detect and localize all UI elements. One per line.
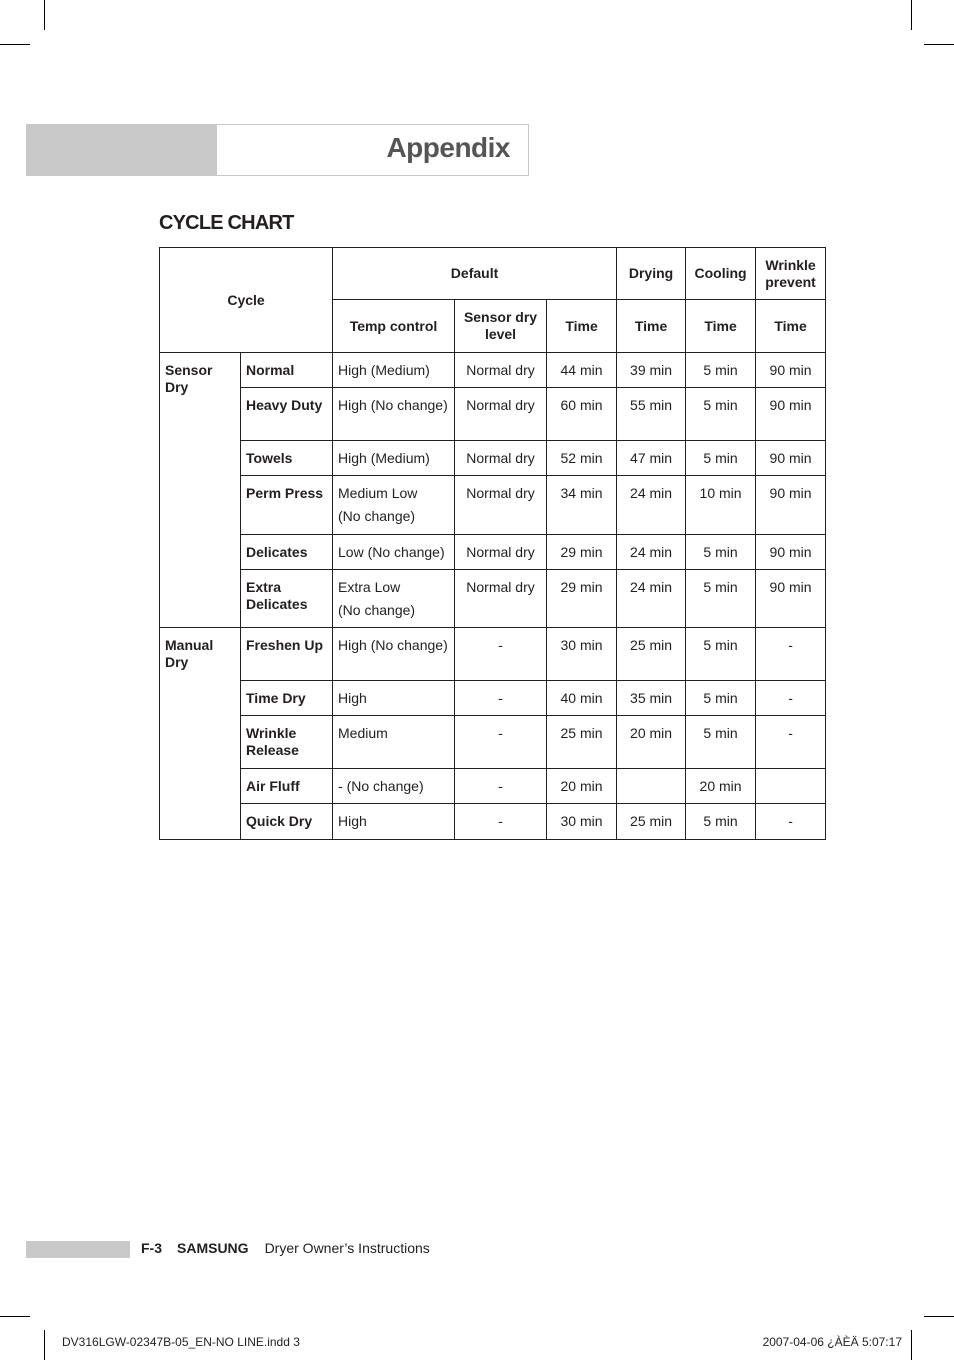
cooling-time-cell: 10 min <box>686 476 756 535</box>
wrinkle-time-cell: - <box>756 628 826 681</box>
time-cell: 29 min <box>547 535 617 570</box>
time-cell: 44 min <box>547 353 617 388</box>
page-number: F-3 <box>141 1240 162 1256</box>
time-cell: 30 min <box>547 804 617 840</box>
cycle-name: Time Dry <box>241 681 333 716</box>
sensor-dry-level-cell: - <box>455 769 547 804</box>
footer <box>141 1240 430 1256</box>
wrinkle-time-cell: 90 min <box>756 441 826 476</box>
wrinkle-time-cell: 90 min <box>756 570 826 628</box>
sensor-dry-level-cell: - <box>455 804 547 840</box>
cycle-name: Wrinkle Release <box>241 716 333 769</box>
time-cell: 20 min <box>547 769 617 804</box>
temp-control-line: Extra Low <box>338 579 401 595</box>
drying-time-cell: 35 min <box>617 681 686 716</box>
temp-control-cell: High <box>333 681 455 716</box>
crop-mark <box>911 0 912 30</box>
crop-mark <box>0 1316 30 1317</box>
header-time: Time <box>547 300 617 353</box>
table-row <box>160 476 826 535</box>
table-row <box>160 570 826 628</box>
table-row <box>160 353 826 388</box>
cooling-time-cell: 20 min <box>686 769 756 804</box>
drying-time-cell: 24 min <box>617 570 686 628</box>
sensor-dry-level-cell: Normal dry <box>455 570 547 628</box>
temp-control-cell: High (Medium) <box>333 441 455 476</box>
cooling-time-cell: 5 min <box>686 570 756 628</box>
cycle-name: Quick Dry <box>241 804 333 840</box>
cycle-name: Heavy Duty <box>241 388 333 441</box>
header-wrinkle-prevent: Wrinkle prevent <box>756 248 826 300</box>
sensor-dry-level-cell: Normal dry <box>455 476 547 535</box>
table-row <box>160 681 826 716</box>
header-time: Time <box>686 300 756 353</box>
table-row <box>160 535 826 570</box>
time-cell: 34 min <box>547 476 617 535</box>
sensor-dry-level-cell: Normal dry <box>455 535 547 570</box>
drying-time-cell: 24 min <box>617 535 686 570</box>
cooling-time-cell: 5 min <box>686 804 756 840</box>
cycle-name: Normal <box>241 353 333 388</box>
temp-control-cell: High (No change) <box>333 628 455 681</box>
header-sensor-dry-level: Sensor dry level <box>455 300 547 353</box>
crop-mark <box>911 1330 912 1360</box>
table-row <box>160 441 826 476</box>
sensor-dry-level-cell: Normal dry <box>455 388 547 441</box>
cooling-time-cell: 5 min <box>686 681 756 716</box>
cycle-chart-table <box>159 247 826 840</box>
temp-control-cell: High (No change) <box>333 388 455 441</box>
header-default: Default <box>333 248 617 300</box>
sensor-dry-level-cell: Normal dry <box>455 353 547 388</box>
temp-control-note: (No change) <box>338 508 416 524</box>
page-title: Appendix <box>386 132 510 163</box>
temp-control-cell <box>333 570 455 628</box>
wrinkle-time-cell: 90 min <box>756 353 826 388</box>
cooling-time-cell: 5 min <box>686 716 756 769</box>
sensor-dry-level-cell: - <box>455 716 547 769</box>
cycle-name: Freshen Up <box>241 628 333 681</box>
drying-time-cell <box>617 769 686 804</box>
wrinkle-time-cell <box>756 769 826 804</box>
header-drying: Drying <box>617 248 686 300</box>
cycle-name: Perm Press <box>241 476 333 535</box>
table-row <box>160 769 826 804</box>
table-row <box>160 628 826 681</box>
cooling-time-cell: 5 min <box>686 353 756 388</box>
drying-time-cell: 47 min <box>617 441 686 476</box>
sensor-dry-level-cell: - <box>455 628 547 681</box>
sensor-dry-level-cell: - <box>455 681 547 716</box>
header-time: Time <box>617 300 686 353</box>
drying-time-cell: 20 min <box>617 716 686 769</box>
temp-control-cell: Low (No change) <box>333 535 455 570</box>
time-cell: 29 min <box>547 570 617 628</box>
group-label-manual-dry: Manual Dry <box>160 628 241 840</box>
date-slug: 2007-04-06 ¿ÀÈÄ 5:07:17 <box>762 1335 902 1349</box>
temp-control-line: Medium Low <box>338 485 418 501</box>
temp-control-cell: High <box>333 804 455 840</box>
footer-bar <box>26 1241 130 1258</box>
table-row <box>160 388 826 441</box>
crop-mark <box>924 44 954 45</box>
table-row <box>160 804 826 840</box>
time-cell: 25 min <box>547 716 617 769</box>
header-time: Time <box>756 300 826 353</box>
brand-name: SAMSUNG <box>177 1240 249 1256</box>
time-cell: 30 min <box>547 628 617 681</box>
sensor-dry-level-cell: Normal dry <box>455 441 547 476</box>
cooling-time-cell: 5 min <box>686 441 756 476</box>
header-box <box>217 124 529 176</box>
crop-mark <box>44 0 45 30</box>
group-label-sensor-dry: Sensor Dry <box>160 353 241 628</box>
cycle-name: Delicates <box>241 535 333 570</box>
wrinkle-time-cell: - <box>756 716 826 769</box>
wrinkle-time-cell: - <box>756 804 826 840</box>
wrinkle-time-cell: 90 min <box>756 535 826 570</box>
header-bar <box>26 124 217 176</box>
cooling-time-cell: 5 min <box>686 535 756 570</box>
wrinkle-time-cell: 90 min <box>756 476 826 535</box>
drying-time-cell: 24 min <box>617 476 686 535</box>
time-cell: 40 min <box>547 681 617 716</box>
cycle-name: Towels <box>241 441 333 476</box>
crop-mark <box>44 1330 45 1360</box>
drying-time-cell: 25 min <box>617 628 686 681</box>
wrinkle-time-cell: - <box>756 681 826 716</box>
section-title: CYCLE CHART <box>159 212 294 234</box>
header-cooling: Cooling <box>686 248 756 300</box>
temp-control-cell <box>333 476 455 535</box>
temp-control-cell: - (No change) <box>333 769 455 804</box>
crop-mark <box>0 44 30 45</box>
wrinkle-time-cell: 90 min <box>756 388 826 441</box>
temp-control-note: (No change) <box>338 602 416 618</box>
document-title: Dryer Owner’s Instructions <box>264 1240 430 1256</box>
temp-control-cell: Medium <box>333 716 455 769</box>
drying-time-cell: 55 min <box>617 388 686 441</box>
time-cell: 60 min <box>547 388 617 441</box>
header-temp-control: Temp control <box>333 300 455 353</box>
file-slug: DV316LGW-02347B-05_EN-NO LINE.indd 3 <box>62 1335 300 1349</box>
cycle-name: Air Fluff <box>241 769 333 804</box>
temp-control-cell: High (Medium) <box>333 353 455 388</box>
cooling-time-cell: 5 min <box>686 628 756 681</box>
drying-time-cell: 39 min <box>617 353 686 388</box>
drying-time-cell: 25 min <box>617 804 686 840</box>
header-cycle: Cycle <box>160 248 333 353</box>
table-row <box>160 716 826 769</box>
crop-mark <box>924 1316 954 1317</box>
cooling-time-cell: 5 min <box>686 388 756 441</box>
time-cell: 52 min <box>547 441 617 476</box>
cycle-name: Extra Delicates <box>241 570 333 628</box>
